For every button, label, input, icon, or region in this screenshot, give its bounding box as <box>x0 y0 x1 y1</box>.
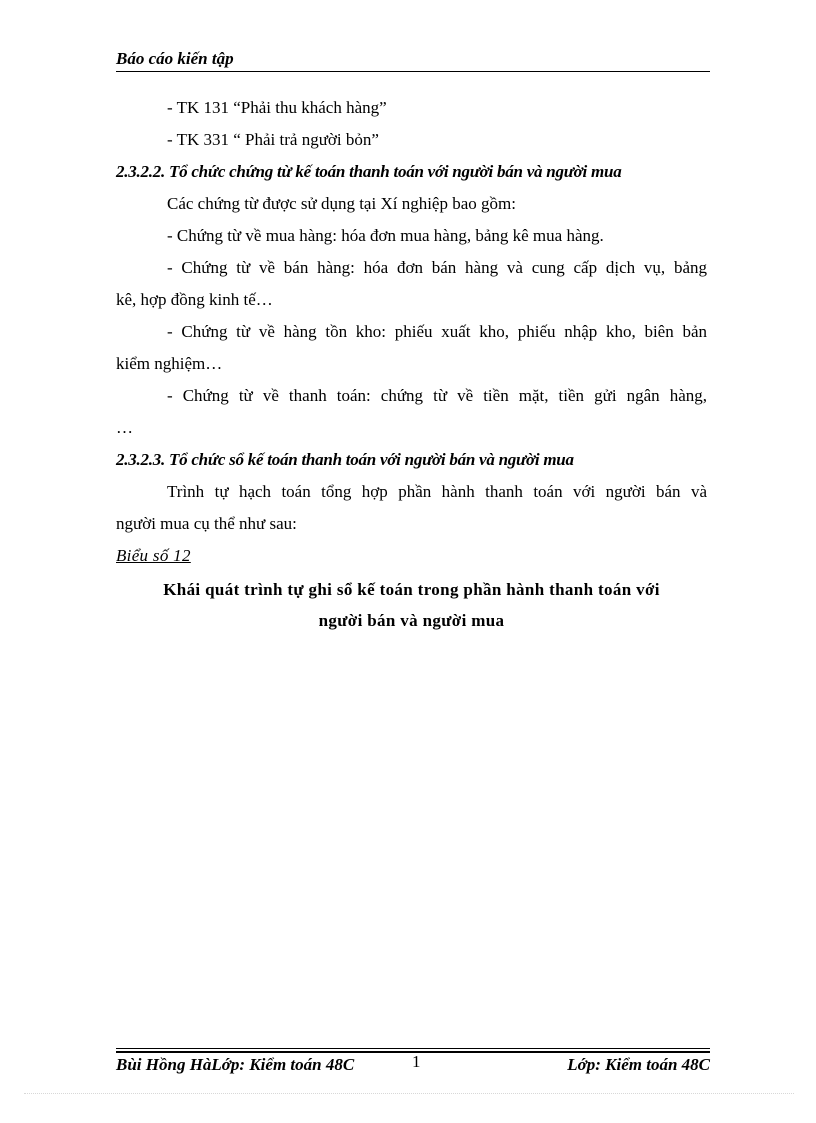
page-break-line <box>24 1093 794 1094</box>
bullet-payment: - Chứng từ về thanh toán: chứng từ về tiền mặt, tiền gửi ngân hàng, <box>167 386 707 405</box>
page-footer <box>116 1053 710 1077</box>
intro-text: Các chứng từ được sử dụng tại Xí nghiệp bao gồm: <box>167 194 516 213</box>
document-body <box>116 92 707 636</box>
section-heading-2-3-2-3: 2.3.2.3. Tổ chức sổ kế toán thanh toán với người bán và người mua <box>116 450 574 469</box>
header-title: Báo cáo kiến tập <box>116 49 234 68</box>
footer-rule-thin <box>116 1048 710 1049</box>
account-line-331: - TK 331 “ Phải trả người bỏn” <box>167 130 379 149</box>
page-header <box>116 48 710 72</box>
bullet-inventory-cont: kiểm nghiệm… <box>116 354 223 373</box>
bullet-sales-cont: kê, hợp đồng kinh tế… <box>116 290 273 309</box>
bullet-inventory: - Chứng từ về hàng tồn kho: phiếu xuất kho, phiếu nhập kho, biên bản <box>167 322 707 341</box>
page-number: 1 <box>412 1052 421 1071</box>
footer-class: Lớp: Kiểm toán 48C <box>567 1055 710 1074</box>
section-heading-2-3-2-2: 2.3.2.2. Tổ chức chứng từ kế toán thanh toán với người bán và người mua <box>116 162 622 181</box>
figure-title-line2: người bán và người mua <box>318 611 505 630</box>
footer-author: Bùi Hồng HàLớp: Kiểm toán 48C <box>116 1055 355 1074</box>
paragraph-cont: người mua cụ thể như sau: <box>116 514 297 533</box>
bullet-purchase: - Chứng từ về mua hàng: hóa đơn mua hàng, bảng kê mua hàng. <box>167 226 604 245</box>
figure-title-line1: Khái quát trình tự ghi sổ kế toán trong phần hành thanh toán với <box>163 580 660 599</box>
figure-label: Biểu số 12 <box>116 546 191 565</box>
bullet-payment-cont: … <box>116 418 133 437</box>
account-line-131: - TK 131 “Phải thu khách hàng” <box>167 98 387 117</box>
paragraph-first: Trình tự hạch toán tổng hợp phần hành thanh toán với người bán và <box>167 482 707 501</box>
figure-title <box>116 574 707 636</box>
bullet-sales: - Chứng từ về bán hàng: hóa đơn bán hàng và cung cấp dịch vụ, bảng <box>167 258 707 277</box>
